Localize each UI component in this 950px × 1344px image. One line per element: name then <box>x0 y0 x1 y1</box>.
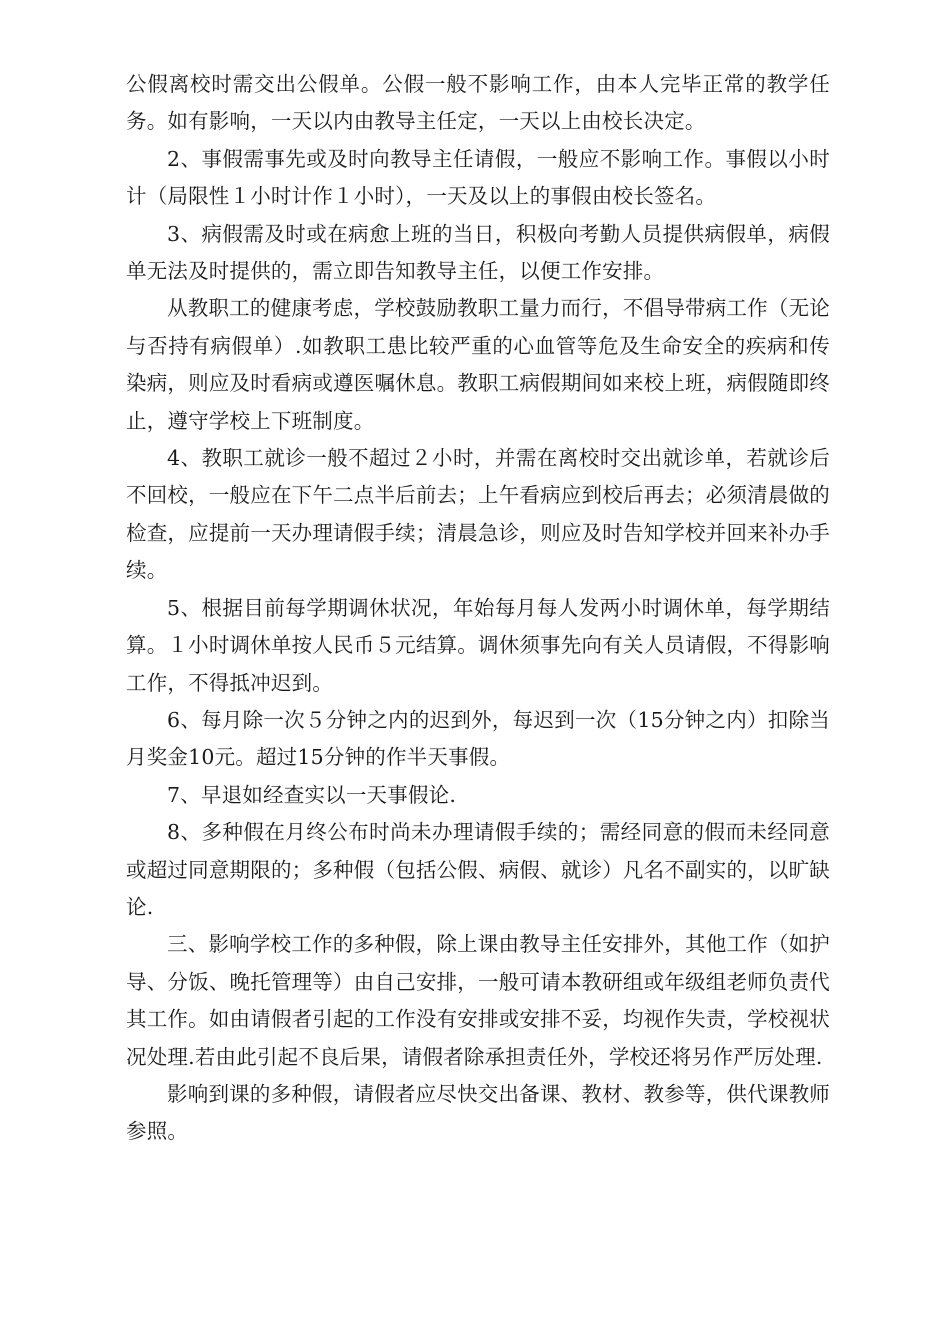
paragraph-medical-visit: 4、教职工就诊一般不超过２小时，并需在离校时交出就诊单，若就诊后不回校，一般应在下午二点半后前去；上午看病应到校后再去；必须清晨做的检查，应提前一天办理请假手续；清晨急诊，则应及时告知学校并回来补办手续。 <box>126 446 830 583</box>
paragraph-absence: 8、多种假在月终公布时尚未办理请假手续的；需经同意的假而未经同意或超过同意期限的；多种假（包括公假、病假、就诊）凡名不副实的，以旷缺论. <box>126 820 830 919</box>
document-body <box>126 66 830 1151</box>
paragraph-personal-leave: 2、事假需事先或及时向教导主任请假，一般应不影响工作。事假以小时计（局限性１小时计作１小时），一天及以上的事假由校长签名。 <box>126 146 830 209</box>
paragraph-public-leave-continued: 公假离校时需交出公假单。公假一般不影响工作，由本人完毕正常的教学任务。如有影响，一天以内由教导主任定，一天以上由校长决定。 <box>126 72 830 134</box>
paragraph-class-handover: 影响到课的多种假，请假者应尽快交出备课、教材、教参等，供代课教师参照。 <box>126 1081 830 1144</box>
paragraph-section-three: 三、影响学校工作的多种假，除上课由教导主任安排外，其他工作（如护导、分饭、晚托管理等）由自己安排，一般可请本教研组或年级组老师负责代其工作。如由请假者引起的工作没有安排或安排不妥，均视作失责，学校视状况处理.若由此引起不良后果，请假者除承担责任外，学校还将另作严厉处理. <box>126 932 830 1069</box>
paragraph-sick-leave: 3、病假需及时或在病愈上班的当日，积极向考勤人员提供病假单，病假单无法及时提供的，需立即告知教导主任，以便工作安排。 <box>126 221 830 284</box>
paragraph-lateness: 6、每月除一次５分钟之内的迟到外，每迟到一次（15分钟之内）扣除当月奖金10元。超过15分钟的作半天事假。 <box>126 707 830 770</box>
paragraph-compensatory-leave: 5、根据目前每学期调休状况，年始每月每人发两小时调休单，每学期结算。１小时调休单按人民币５元结算。调休须事先向有关人员请假，不得影响工作，不得抵冲迟到。 <box>126 595 830 695</box>
paragraph-early-leave: 7、早退如经查实以一天事假论. <box>167 782 457 807</box>
paragraph-health-policy: 从教职工的健康考虑，学校鼓励教职工量力而行，不倡导带病工作（无论与否持有病假单）.如教职工患比较严重的心血管等危及生命安全的疾病和传染病，则应及时看病或遵医嘱休息。教职工病假期间如来校上班，病假随即终止，遵守学校上下班制度。 <box>126 296 830 433</box>
